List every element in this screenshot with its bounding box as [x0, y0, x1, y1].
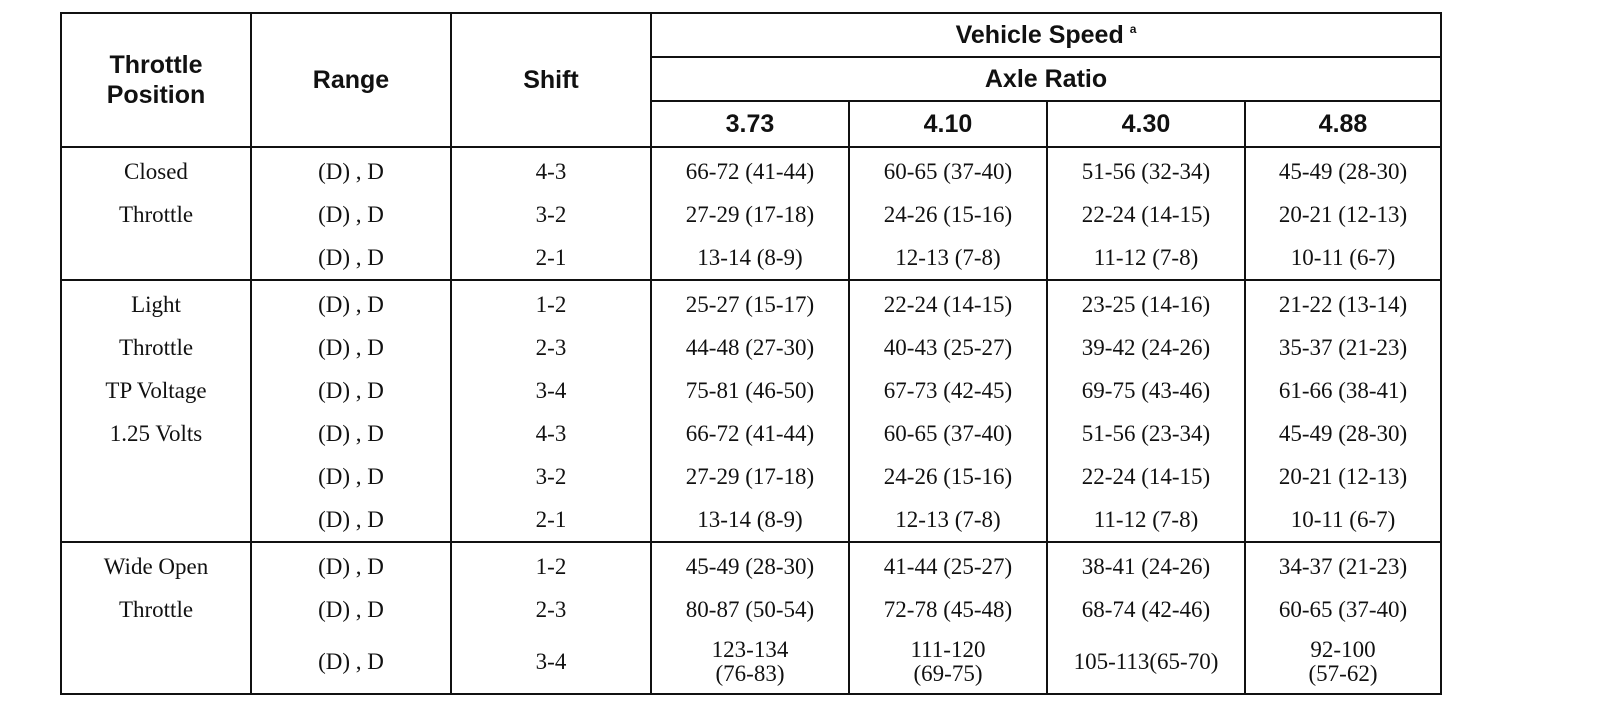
vehicle-speed-line: (57-62)	[1308, 661, 1378, 686]
footnote-marker: a	[1129, 22, 1137, 37]
vehicle-speed-cell: 72-78 (45-48)	[849, 588, 1047, 631]
vehicle-speed-cell: 20-21 (12-13)	[1245, 455, 1441, 498]
vehicle-speed-cell: 38-41 (24-26)	[1047, 542, 1245, 588]
throttle-position-cell	[61, 236, 251, 280]
shift-speed-table	[60, 12, 1442, 695]
ratio-header: 4.10	[849, 101, 1047, 147]
table-row	[61, 498, 1441, 542]
vehicle-speed-cell: 23-25 (14-16)	[1047, 280, 1245, 326]
table-row	[61, 147, 1441, 193]
throttle-position-cell	[61, 455, 251, 498]
vehicle-speed-cell: 40-43 (25-27)	[849, 326, 1047, 369]
vehicle-speed-line: (76-83)	[715, 661, 785, 686]
vehicle-speed-line: 92-100	[1310, 637, 1376, 662]
vehicle-speed-cell: 80-87 (50-54)	[651, 588, 849, 631]
ratio-header: 4.88	[1245, 101, 1441, 147]
table-body	[61, 147, 1441, 694]
vehicle-speed-cell: 60-65 (37-40)	[849, 147, 1047, 193]
vehicle-speed-label: Vehicle Speed	[955, 20, 1124, 49]
vehicle-speed-cell: 51-56 (32-34)	[1047, 147, 1245, 193]
vehicle-speed-cell: 35-37 (21-23)	[1245, 326, 1441, 369]
throttle-position-header-line1: Throttle	[109, 51, 203, 79]
vehicle-speed-cell: 12-13 (7-8)	[849, 498, 1047, 542]
throttle-position-cell	[61, 631, 251, 694]
vehicle-speed-cell: 24-26 (15-16)	[849, 193, 1047, 236]
range-cell: (D) , D	[251, 542, 451, 588]
shift-cell: 2-3	[451, 326, 651, 369]
range-cell: (D) , D	[251, 588, 451, 631]
shift-cell: 2-1	[451, 498, 651, 542]
table-row	[61, 280, 1441, 326]
vehicle-speed-cell: 45-49 (28-30)	[1245, 147, 1441, 193]
table-row	[61, 455, 1441, 498]
vehicle-speed-cell: 25-27 (15-17)	[651, 280, 849, 326]
ratio-header: 3.73	[651, 101, 849, 147]
shift-cell: 3-2	[451, 193, 651, 236]
range-header: Range	[251, 13, 451, 147]
vehicle-speed-cell: 13-14 (8-9)	[651, 236, 849, 280]
range-cell: (D) , D	[251, 193, 451, 236]
vehicle-speed-cell: 27-29 (17-18)	[651, 193, 849, 236]
shift-cell: 1-2	[451, 542, 651, 588]
shift-cell: 3-2	[451, 455, 651, 498]
vehicle-speed-cell: 22-24 (14-15)	[1047, 455, 1245, 498]
throttle-position-cell: TP Voltage	[61, 369, 251, 412]
table-row	[61, 193, 1441, 236]
vehicle-speed-line: 105-113(65-70)	[1073, 649, 1219, 674]
vehicle-speed-cell: 69-75 (43-46)	[1047, 369, 1245, 412]
vehicle-speed-cell	[1245, 631, 1441, 694]
throttle-position-cell: Throttle	[61, 588, 251, 631]
throttle-position-cell: Light	[61, 280, 251, 326]
range-cell: (D) , D	[251, 412, 451, 455]
axle-ratio-header: Axle Ratio	[651, 57, 1441, 101]
range-cell: (D) , D	[251, 326, 451, 369]
ratio-header: 4.30	[1047, 101, 1245, 147]
vehicle-speed-line: 111-120	[910, 637, 986, 662]
shift-cell: 4-3	[451, 412, 651, 455]
throttle-position-header	[61, 13, 251, 147]
range-cell: (D) , D	[251, 631, 451, 694]
vehicle-speed-cell: 66-72 (41-44)	[651, 147, 849, 193]
range-cell: (D) , D	[251, 236, 451, 280]
throttle-position-cell: Throttle	[61, 193, 251, 236]
shift-cell: 3-4	[451, 369, 651, 412]
vehicle-speed-cell: 39-42 (24-26)	[1047, 326, 1245, 369]
vehicle-speed-cell: 51-56 (23-34)	[1047, 412, 1245, 455]
range-cell: (D) , D	[251, 147, 451, 193]
vehicle-speed-cell: 11-12 (7-8)	[1047, 498, 1245, 542]
vehicle-speed-cell: 22-24 (14-15)	[849, 280, 1047, 326]
vehicle-speed-cell: 22-24 (14-15)	[1047, 193, 1245, 236]
throttle-position-cell: Wide Open	[61, 542, 251, 588]
vehicle-speed-cell: 45-49 (28-30)	[1245, 412, 1441, 455]
vehicle-speed-cell: 12-13 (7-8)	[849, 236, 1047, 280]
vehicle-speed-cell: 66-72 (41-44)	[651, 412, 849, 455]
vehicle-speed-line: 123-134	[711, 637, 789, 662]
throttle-position-cell: Closed	[61, 147, 251, 193]
vehicle-speed-cell: 61-66 (38-41)	[1245, 369, 1441, 412]
vehicle-speed-header	[651, 13, 1441, 57]
table-header	[61, 13, 1441, 147]
vehicle-speed-cell: 44-48 (27-30)	[651, 326, 849, 369]
vehicle-speed-cell: 75-81 (46-50)	[651, 369, 849, 412]
shift-cell: 2-1	[451, 236, 651, 280]
table-row	[61, 631, 1441, 694]
vehicle-speed-cell	[651, 631, 849, 694]
throttle-position-cell: Throttle	[61, 326, 251, 369]
table-row	[61, 326, 1441, 369]
range-cell: (D) , D	[251, 498, 451, 542]
shift-cell: 1-2	[451, 280, 651, 326]
shift-cell: 2-3	[451, 588, 651, 631]
vehicle-speed-cell: 67-73 (42-45)	[849, 369, 1047, 412]
vehicle-speed-cell: 34-37 (21-23)	[1245, 542, 1441, 588]
table-row	[61, 588, 1441, 631]
vehicle-speed-cell: 27-29 (17-18)	[651, 455, 849, 498]
vehicle-speed-cell: 41-44 (25-27)	[849, 542, 1047, 588]
throttle-position-header-line2: Position	[106, 81, 206, 109]
vehicle-speed-cell	[1047, 631, 1245, 694]
table-row	[61, 412, 1441, 455]
vehicle-speed-cell: 20-21 (12-13)	[1245, 193, 1441, 236]
vehicle-speed-cell: 21-22 (13-14)	[1245, 280, 1441, 326]
throttle-position-cell	[61, 498, 251, 542]
table-row	[61, 236, 1441, 280]
table-row	[61, 369, 1441, 412]
table-row	[61, 542, 1441, 588]
vehicle-speed-cell	[849, 631, 1047, 694]
range-cell: (D) , D	[251, 280, 451, 326]
vehicle-speed-cell: 11-12 (7-8)	[1047, 236, 1245, 280]
vehicle-speed-cell: 68-74 (42-46)	[1047, 588, 1245, 631]
vehicle-speed-line: (69-75)	[913, 661, 983, 686]
vehicle-speed-cell: 60-65 (37-40)	[1245, 588, 1441, 631]
vehicle-speed-cell: 10-11 (6-7)	[1245, 498, 1441, 542]
shift-cell: 3-4	[451, 631, 651, 694]
vehicle-speed-cell: 60-65 (37-40)	[849, 412, 1047, 455]
vehicle-speed-cell: 45-49 (28-30)	[651, 542, 849, 588]
vehicle-speed-cell: 13-14 (8-9)	[651, 498, 849, 542]
throttle-position-cell: 1.25 Volts	[61, 412, 251, 455]
vehicle-speed-cell: 10-11 (6-7)	[1245, 236, 1441, 280]
vehicle-speed-cell: 24-26 (15-16)	[849, 455, 1047, 498]
range-cell: (D) , D	[251, 369, 451, 412]
range-cell: (D) , D	[251, 455, 451, 498]
shift-header: Shift	[451, 13, 651, 147]
shift-cell: 4-3	[451, 147, 651, 193]
